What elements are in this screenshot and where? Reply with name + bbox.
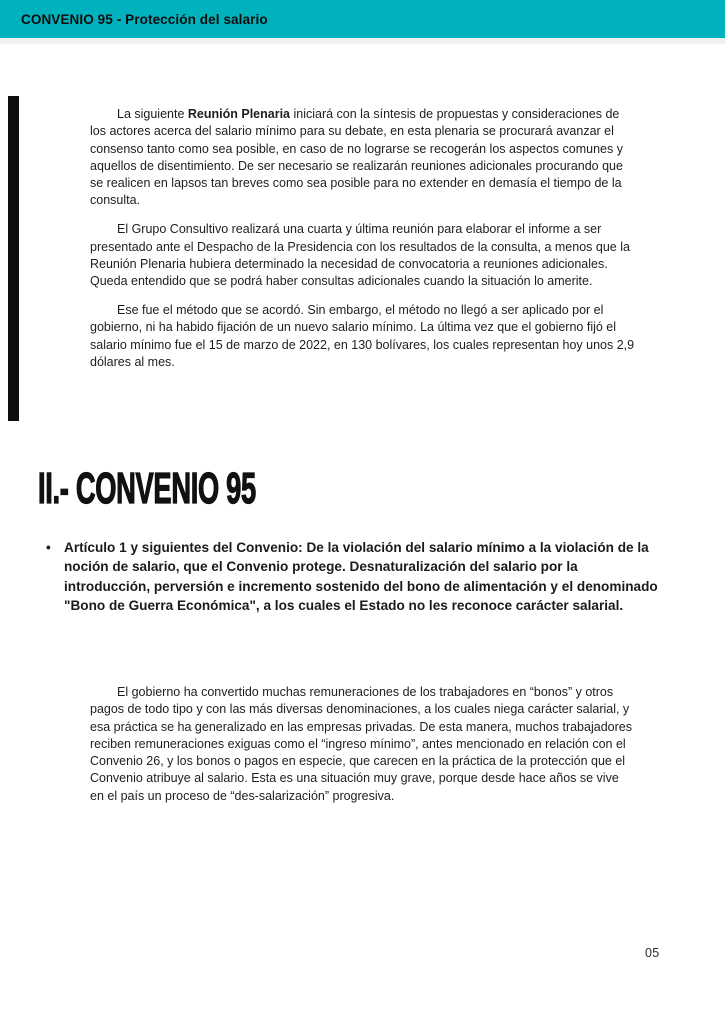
section-heading: II.- CONVENIO 95	[38, 464, 256, 513]
paragraph-1-prefix: La siguiente	[117, 107, 188, 121]
paragraph-4: El gobierno ha convertido muchas remuneraciones de los trabajadores en “bonos” y otros pagos de todo tipo y con las más diversas denominaciones, a los cuales niega carácter salarial, y esa práctica se ha generalizado en las empresas privadas. De esta manera, muchos trabajadores reciben remuneraciones exiguas como el “ingreso mínimo”, antes mencionado en relación con el Convenio 26, y los bonos o pagos en especie, que carecen en la práctica de la protección que el Convenio atribuye al salario. Esta es una situación muy grave, porque desde hace años se vive en el país un proceso de “des-salarización” progresiva.	[90, 685, 632, 803]
paragraph-1-bold-phrase: Reunión Plenaria	[187, 107, 290, 121]
body-text-block	[90, 106, 635, 371]
bullet-list-item	[46, 538, 658, 616]
header-shadow-strip	[0, 38, 725, 44]
paragraph-2: El Grupo Consultivo realizará una cuarta y última reunión para elaborar el informe a ser presentado ante el Despacho de la Presidencia con los resultados de la consulta, a menos que la Reunión Plenaria hubiera determinado la necesidad de convocatoria a reuniones adicionales. Queda entendido que se podrá haber consultas adicionales cuando la situación lo amerite.	[90, 222, 630, 289]
page-number: 05	[645, 946, 660, 960]
left-margin-decoration-bar	[8, 96, 19, 421]
bullet-marker-icon: •	[46, 540, 51, 555]
paragraph-1-suffix: iniciará con la síntesis de propuestas y consideraciones de los actores acerca del salario mínimo para su debate, en esta plenaria se procurará avanzar el consenso tanto como sea posible, en caso de no lograrse se recogerán los aspectos comunes y aquellos de disentimiento. De ser necesario se realizarán reuniones adicionales procurando que se realicen en lapsos tan breves como sea posible para no extender en demasía el tiempo de la consulta.	[90, 107, 623, 208]
page-header-bar	[0, 0, 725, 38]
header-title: CONVENIO 95 - Protección del salario	[21, 11, 268, 27]
bullet-item-text: Artículo 1 y siguientes del Convenio: De la violación del salario mínimo a la violación de la noción de salario, que el Convenio protege. Desnaturalización del salario por la introducción, perversión e incremento sostenido del bono de alimentación y el denominado "Bono de Guerra Económica", a los cuales el Estado no les reconoce carácter salarial.	[64, 540, 658, 614]
paragraph-3: Ese fue el método que se acordó. Sin embargo, el método no llegó a ser aplicado por el gobierno, ni ha habido fijación de un nuevo salario mínimo. La última vez que el gobierno fijó el salario mínimo fue el 15 de marzo de 2022, en 130 bolívares, los cuales representan hoy unos 2,9 dólares al mes.	[90, 302, 635, 369]
closing-text-block	[90, 684, 635, 805]
paragraph-1	[90, 106, 635, 210]
